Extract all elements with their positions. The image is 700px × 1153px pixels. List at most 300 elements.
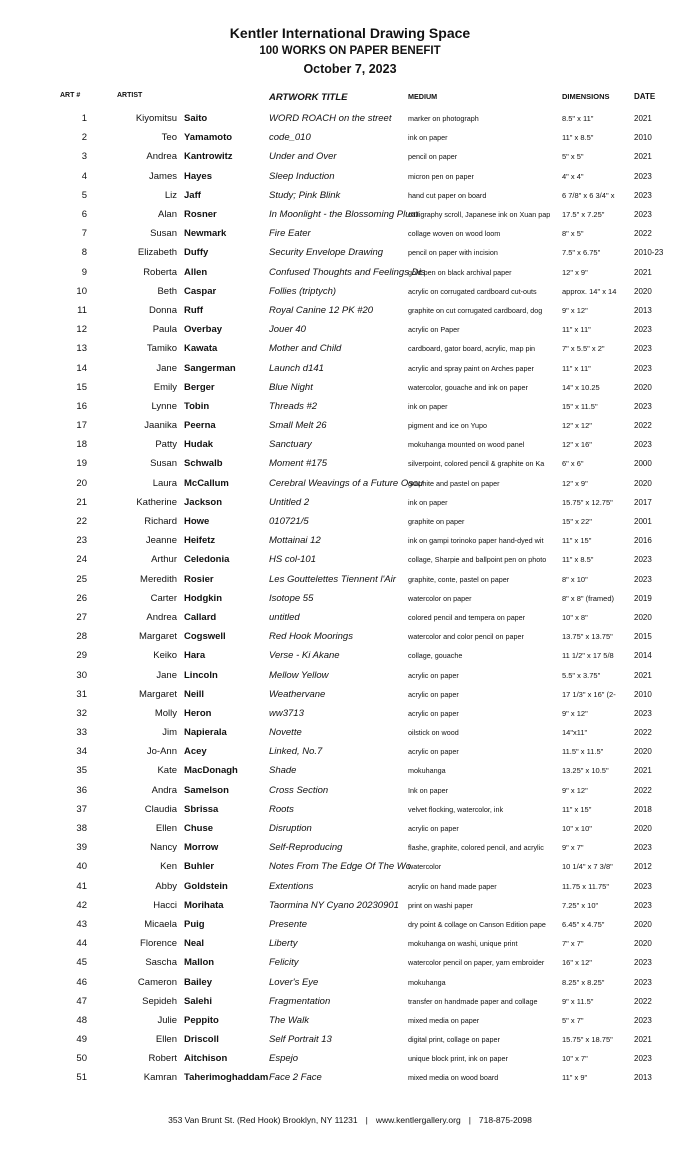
col-art-number: ART #	[60, 92, 81, 99]
cell-medium: mokuhanga on washi, unique print	[408, 939, 518, 949]
cell-art-number: 24	[76, 554, 87, 566]
cell-art-number: 30	[76, 669, 87, 681]
cell-artist-first-name: Hacci	[153, 899, 177, 911]
cell-medium: acrylic on paper	[408, 689, 459, 699]
cell-art-number: 51	[76, 1072, 87, 1084]
cell-artwork-title: Untitled 2	[269, 496, 310, 508]
cell-date: 2020	[634, 478, 652, 488]
cell-artist-first-name: Elizabeth	[137, 247, 177, 259]
col-artist-spacer	[177, 92, 269, 109]
cell-medium: calligraphy scroll, Japanese ink on Xuan pap	[408, 210, 551, 220]
cell-dimensions: 4" x 4"	[562, 171, 584, 181]
cell-artwork-title: HS col-101	[269, 554, 316, 566]
cell-artist-first-name: Keiko	[153, 650, 177, 662]
table-row	[60, 781, 670, 800]
table-row	[60, 416, 670, 435]
cell-medium: unique block print, ink on paper	[408, 1054, 508, 1064]
cell-art-number: 10	[76, 285, 87, 297]
cell-medium: flashe, graphite, colored pencil, and acrylic	[408, 843, 544, 853]
table-row	[60, 877, 670, 896]
cell-art-number: 32	[76, 707, 87, 719]
cell-artwork-title: Confused Thoughts and Feelings Dis	[269, 266, 426, 278]
table-row	[60, 685, 670, 704]
cell-artist-first-name: Jeanne	[145, 535, 177, 547]
cell-artist-first-name: Claudia	[144, 803, 177, 815]
table-row	[60, 454, 670, 473]
cell-artist-first-name: Meredith	[140, 573, 177, 585]
cell-artwork-title: Weathervane	[269, 688, 326, 700]
cell-medium: micron pen on paper	[408, 171, 474, 181]
cell-dimensions: 5" x 5"	[562, 152, 584, 162]
col-dimensions: DIMENSIONS	[562, 92, 610, 101]
cell-artwork-title: Fire Eater	[269, 228, 311, 240]
cell-artist-last-name: Schwalb	[184, 458, 223, 470]
cell-artist-last-name: MacDonagh	[184, 765, 238, 777]
table-row	[60, 205, 670, 224]
cell-art-number: 2	[81, 132, 87, 144]
cell-dimensions: 11" x 15"	[562, 804, 592, 814]
document-title: Kentler International Drawing Space	[229, 25, 471, 41]
cell-artwork-title: Fragmentation	[269, 995, 331, 1007]
cell-art-number: 15	[76, 381, 87, 393]
cell-date: 2023	[634, 440, 652, 450]
cell-dimensions: 11" x 8.5"	[562, 133, 594, 143]
cell-art-number: 1	[81, 113, 87, 125]
cell-dimensions: 12" x 16"	[562, 440, 592, 450]
table-row	[60, 800, 670, 819]
cell-date: 2010	[634, 689, 652, 699]
cell-medium: mokuhanga	[408, 977, 446, 987]
cell-artist-first-name: Florence	[140, 938, 177, 950]
cell-date: 2022	[634, 421, 652, 431]
cell-artist-last-name: Kantrowitz	[184, 151, 233, 163]
cell-art-number: 17	[76, 420, 87, 432]
cell-artist-last-name: McCallum	[184, 477, 229, 489]
cell-artist-last-name: Peppito	[184, 1014, 219, 1026]
col-medium: MEDIUM	[408, 92, 438, 101]
table-row	[60, 992, 670, 1011]
cell-artist-last-name: Goldstein	[184, 880, 228, 892]
cell-art-number: 34	[76, 746, 87, 758]
table-row	[60, 167, 670, 186]
cell-art-number: 25	[76, 573, 87, 585]
cell-dimensions: 12" x 12"	[562, 421, 592, 431]
cell-date: 2000	[634, 459, 652, 469]
cell-art-number: 36	[76, 784, 87, 796]
cell-dimensions: 15" x 22"	[562, 517, 592, 527]
cell-dimensions: 12" x 9"	[562, 267, 588, 277]
cell-date: 2021	[634, 152, 652, 162]
cell-artist-last-name: Jackson	[184, 496, 223, 508]
cell-dimensions: 12" x 9"	[562, 478, 588, 488]
cell-medium: Ink on paper	[408, 785, 448, 795]
cell-dimensions: 11.75 x 11.75"	[562, 881, 610, 891]
cell-artwork-title: Lover's Eye	[269, 976, 319, 988]
cell-artist-first-name: Susan	[150, 458, 177, 470]
cell-artwork-title: In Moonlight - the Blossoming Plum	[269, 209, 419, 221]
cell-medium: print on washi paper	[408, 900, 473, 910]
cell-artwork-title: Sleep Induction	[269, 170, 335, 182]
cell-dimensions: 11" x 11"	[562, 325, 591, 335]
cell-date: 2023	[634, 555, 652, 565]
cell-medium: marker on photograph	[408, 114, 479, 124]
cell-artist-first-name: Teo	[161, 132, 177, 144]
cell-dimensions: 10" x 8"	[562, 612, 588, 622]
footer-website[interactable]: www.kentlergallery.org	[375, 1115, 461, 1125]
cell-artwork-title: Small Melt 26	[269, 420, 327, 432]
table-row	[60, 358, 670, 377]
cell-artwork-title: Taormina NY Cyano 20230901	[269, 899, 399, 911]
table-row	[60, 378, 670, 397]
footer-address: 353 Van Brunt St. (Red Hook) Brooklyn, NY 11231	[168, 1115, 358, 1125]
cell-dimensions: 11 1/2" x 17 5/8	[562, 651, 614, 661]
cell-medium: acrylic on paper	[408, 670, 459, 680]
cell-medium: mokuhanga	[408, 766, 446, 776]
cell-artist-last-name: Rosier	[184, 573, 214, 585]
cell-artist-first-name: Paula	[152, 324, 177, 336]
cell-artist-last-name: Berger	[184, 381, 215, 393]
cell-medium: graphite, conte, pastel on paper	[408, 574, 510, 584]
cell-medium: oilstick on wood	[408, 728, 459, 738]
col-artist: ARTIST	[117, 92, 143, 99]
cell-art-number: 6	[81, 209, 87, 221]
cell-artist-first-name: James	[149, 170, 177, 182]
cell-dimensions: 9" x 7"	[562, 843, 584, 853]
cell-date: 2020	[634, 747, 652, 757]
cell-dimensions: 11" x 9"	[562, 1073, 588, 1083]
cell-dimensions: 17 1/3" x 16" (2-	[562, 689, 616, 699]
cell-date: 2018	[634, 804, 652, 814]
cell-art-number: 19	[76, 458, 87, 470]
cell-dimensions: 11.5" x 11.5"	[562, 747, 604, 757]
cell-dimensions: 15" x 11.5"	[562, 401, 598, 411]
cell-date: 2014	[634, 651, 652, 661]
cell-artwork-title: Roots	[269, 803, 294, 815]
cell-date: 2023	[634, 958, 652, 968]
cell-art-number: 50	[76, 1053, 87, 1065]
footer-phone: 718-875-2098	[478, 1115, 532, 1125]
cell-artwork-title: Verse - Ki Akane	[269, 650, 340, 662]
cell-date: 2012	[634, 862, 652, 872]
cell-artist-first-name: Emily	[153, 381, 177, 393]
cell-artwork-title: Sanctuary	[269, 439, 312, 451]
cell-artwork-title: untitled	[269, 611, 300, 623]
cell-dimensions: 8" x 5"	[562, 229, 584, 239]
table-row	[60, 474, 670, 493]
cell-date: 2020	[634, 939, 652, 949]
cell-medium: acrylic on paper	[408, 708, 459, 718]
cell-dimensions: 14"x11"	[562, 728, 588, 738]
col-artwork-title: ARTWORK TITLE	[269, 92, 348, 103]
cell-artist-first-name: Jane	[156, 669, 177, 681]
cell-medium: colored pencil and tempera on paper	[408, 612, 526, 622]
cell-art-number: 38	[76, 823, 87, 835]
table-row	[60, 819, 670, 838]
cell-artwork-title: Felicity	[269, 957, 299, 969]
cell-artist-first-name: Julie	[157, 1014, 177, 1026]
cell-art-number: 31	[76, 688, 87, 700]
cell-dimensions: 10" x 7"	[562, 1054, 588, 1064]
cell-date: 2020	[634, 286, 652, 296]
cell-artist-last-name: Hudak	[184, 439, 214, 451]
cell-art-number: 7	[81, 228, 87, 240]
cell-medium: acrylic on paper	[408, 824, 459, 834]
cell-medium: acrylic on Paper	[408, 325, 460, 335]
cell-medium: watercolor and color pencil on paper	[408, 632, 524, 642]
cell-art-number: 35	[76, 765, 87, 777]
cell-artwork-title: Extentions	[269, 880, 314, 892]
cell-artwork-title: Presente	[269, 918, 308, 930]
cell-artist-first-name: Andrea	[146, 151, 177, 163]
cell-art-number: 26	[76, 592, 87, 604]
cell-artist-first-name: Laura	[152, 477, 177, 489]
cell-artwork-title: Under and Over	[269, 151, 337, 163]
cell-medium: collage woven on wood loom	[408, 229, 501, 239]
cell-artwork-title: Face 2 Face	[269, 1072, 322, 1084]
table-row	[60, 646, 670, 665]
cell-artwork-title: Notes From The Edge Of The Wo	[269, 861, 412, 873]
cell-date: 2020	[634, 919, 652, 929]
cell-medium: ink on paper	[408, 133, 448, 143]
table-row	[60, 627, 670, 646]
table-row	[60, 339, 670, 358]
cell-medium: pencil on paper with incision	[408, 248, 498, 258]
table-row	[60, 531, 670, 550]
cell-date: 2021	[634, 1035, 652, 1045]
cell-dimensions: 11" x 8.5"	[562, 555, 594, 565]
cell-date: 2001	[634, 517, 652, 527]
table-row	[60, 570, 670, 589]
cell-dimensions: 5.5" x 3.75"	[562, 670, 601, 680]
cell-artist-last-name: Duffy	[184, 247, 209, 259]
cell-medium: watercolor on paper	[408, 593, 472, 603]
artwork-table	[60, 92, 670, 1088]
cell-date: 2017	[634, 497, 652, 507]
cell-artwork-title: WORD ROACH on the street	[269, 113, 392, 125]
cell-artist-last-name: Saito	[184, 113, 208, 125]
cell-artist-last-name: Sbrissa	[184, 803, 219, 815]
document-subtitle: 100 WORKS ON PAPER BENEFIT	[259, 45, 441, 57]
cell-dimensions: 11" x 11"	[562, 363, 591, 373]
cell-artwork-title: 010721/5	[269, 516, 309, 528]
table-row	[60, 742, 670, 761]
cell-artist-first-name: Cameron	[137, 976, 177, 988]
cell-artist-last-name: Yamamoto	[184, 132, 233, 144]
cell-artist-first-name: Abby	[155, 880, 177, 892]
cell-date: 2010	[634, 133, 652, 143]
cell-artist-last-name: Napierala	[184, 727, 227, 739]
footer-separator: |	[468, 1115, 471, 1125]
cell-artwork-title: ww3713	[269, 707, 304, 719]
cell-medium: ink on paper	[408, 401, 448, 411]
cell-artwork-title: Isotope 55	[269, 592, 314, 604]
cell-artist-last-name: Morihata	[184, 899, 224, 911]
cell-art-number: 49	[76, 1034, 87, 1046]
cell-artist-first-name: Beth	[157, 285, 177, 297]
footer	[0, 1115, 700, 1125]
table-row	[60, 761, 670, 780]
cell-artist-last-name: Taherimoghaddam	[184, 1072, 269, 1084]
cell-artist-last-name: Jaff	[184, 189, 201, 201]
cell-artwork-title: Les Gouttelettes Tiennent l'Air	[269, 573, 396, 585]
cell-date: 2023	[634, 210, 652, 220]
table-row	[60, 320, 670, 339]
cell-artist-last-name: Morrow	[184, 842, 219, 854]
cell-dimensions: 7" x 7"	[562, 939, 584, 949]
cell-date: 2023	[634, 325, 652, 335]
table-row	[60, 915, 670, 934]
cell-artist-last-name: Peerna	[184, 420, 216, 432]
cell-artist-last-name: Cogswell	[184, 631, 226, 643]
table-row	[60, 243, 670, 262]
cell-artist-last-name: Overbay	[184, 324, 223, 336]
cell-artwork-title: Novette	[269, 727, 302, 739]
cell-dimensions: 10" x 10"	[562, 824, 592, 834]
cell-date: 2022	[634, 996, 652, 1006]
cell-artist-first-name: Tamiko	[146, 343, 177, 355]
cell-artist-last-name: Puig	[184, 918, 205, 930]
table-row	[60, 397, 670, 416]
cell-artwork-title: Follies (triptych)	[269, 285, 337, 297]
cell-date: 2023	[634, 574, 652, 584]
table-row	[60, 435, 670, 454]
cell-artist-first-name: Andra	[151, 784, 177, 796]
cell-art-number: 18	[76, 439, 87, 451]
cell-medium: ink on gampi torinoko paper hand-dyed wit	[408, 536, 544, 546]
cell-date: 2023	[634, 401, 652, 411]
cell-artist-first-name: Ellen	[155, 1034, 177, 1046]
cell-medium: hand cut paper on board	[408, 190, 487, 200]
cell-date: 2013	[634, 305, 652, 315]
cell-medium: collage, gouache	[408, 651, 463, 661]
cell-artwork-title: Mottainai 12	[269, 535, 321, 547]
cell-artist-first-name: Ellen	[155, 823, 177, 835]
table-row	[60, 1011, 670, 1030]
cell-date: 2010-23	[634, 248, 664, 258]
table-row	[60, 704, 670, 723]
cell-art-number: 39	[76, 842, 87, 854]
cell-artist-first-name: Alan	[157, 209, 177, 221]
cell-medium: silverpoint, colored pencil & graphite on Ka	[408, 459, 545, 469]
table-row	[60, 282, 670, 301]
cell-artist-last-name: Acey	[184, 746, 207, 758]
table-row	[60, 1049, 670, 1068]
cell-date: 2023	[634, 190, 652, 200]
cell-artist-last-name: Driscoll	[184, 1034, 219, 1046]
cell-date: 2023	[634, 171, 652, 181]
table-row	[60, 838, 670, 857]
cell-artwork-title: Red Hook Moorings	[269, 631, 353, 643]
cell-date: 2023	[634, 843, 652, 853]
table-row	[60, 493, 670, 512]
cell-medium: graphite on cut corrugated cardboard, dog	[408, 305, 543, 315]
cell-artwork-title: Moment #175	[269, 458, 328, 470]
cell-date: 2022	[634, 728, 652, 738]
cell-art-number: 43	[76, 918, 87, 930]
cell-art-number: 20	[76, 477, 87, 489]
cell-medium: watercolor, gouache and ink on paper	[408, 382, 528, 392]
cell-artist-first-name: Patty	[155, 439, 177, 451]
cell-dimensions: 6" x 6"	[562, 459, 584, 469]
cell-artist-last-name: Allen	[184, 266, 208, 278]
cell-artist-first-name: Liz	[164, 189, 177, 201]
table-header-row	[60, 92, 670, 109]
cell-date: 2023	[634, 1015, 652, 1025]
table-row	[60, 972, 670, 991]
cell-medium: watercolor pencil on paper, yarn embroider	[408, 958, 545, 968]
cell-artwork-title: Blue Night	[269, 381, 313, 393]
cell-artwork-title: Cerebral Weavings of a Future Oscu	[269, 477, 424, 489]
cell-artist-first-name: Kate	[157, 765, 177, 777]
cell-artist-first-name: Richard	[144, 516, 177, 528]
cell-dimensions: 8" x 8" (framed)	[562, 593, 615, 603]
table-row	[60, 934, 670, 953]
cell-artwork-title: Mother and Child	[269, 343, 342, 355]
cell-artist-last-name: Neill	[184, 688, 205, 700]
cell-artist-first-name: Roberta	[143, 266, 177, 278]
cell-dimensions: 8.5" x 11"	[562, 114, 594, 124]
cell-artist-last-name: Aitchison	[184, 1053, 228, 1065]
cell-artist-first-name: Micaela	[144, 918, 177, 930]
cell-artist-first-name: Sepideh	[142, 995, 177, 1007]
cell-dimensions: 15.75" x 12.75"	[562, 497, 613, 507]
cell-date: 2013	[634, 1073, 652, 1083]
cell-artist-last-name: Buhler	[184, 861, 215, 873]
cell-date: 2021	[634, 766, 652, 776]
cell-art-number: 40	[76, 861, 87, 873]
cell-artist-last-name: Heifetz	[184, 535, 216, 547]
cell-art-number: 5	[81, 189, 87, 201]
cell-artist-last-name: Sangerman	[184, 362, 236, 374]
table-row	[60, 953, 670, 972]
cell-medium: pencil on paper	[408, 152, 458, 162]
cell-art-number: 46	[76, 976, 87, 988]
cell-medium: graphite on paper	[408, 517, 465, 527]
cell-dimensions: 14" x 10.25	[562, 382, 600, 392]
cell-artist-last-name: Caspar	[184, 285, 217, 297]
table-row	[60, 550, 670, 569]
cell-artist-first-name: Ken	[160, 861, 177, 873]
cell-artist-first-name: Margaret	[138, 631, 177, 643]
cell-medium: acrylic and spray paint on Arches paper	[408, 363, 534, 373]
footer-separator: |	[365, 1115, 368, 1125]
cell-artist-last-name: Heron	[184, 707, 212, 719]
cell-artist-last-name: Callard	[184, 611, 217, 623]
cell-dimensions: 8" x 10"	[562, 574, 588, 584]
cell-artist-first-name: Donna	[149, 304, 177, 316]
cell-artist-first-name: Andrea	[146, 611, 177, 623]
cell-art-number: 42	[76, 899, 87, 911]
cell-medium: mixed media on wood board	[408, 1073, 499, 1083]
table-row	[60, 263, 670, 282]
cell-dimensions: 16" x 12"	[562, 958, 592, 968]
cell-date: 2023	[634, 708, 652, 718]
table-row	[60, 512, 670, 531]
cell-dimensions: 7.25" x 10"	[562, 900, 599, 910]
table-row	[60, 128, 670, 147]
cell-art-number: 9	[81, 266, 87, 278]
cell-medium: collage, Sharpie and ballpoint pen on photo	[408, 555, 547, 565]
table-row	[60, 608, 670, 627]
cell-art-number: 47	[76, 995, 87, 1007]
cell-dimensions: 9" x 11.5"	[562, 996, 594, 1006]
cell-art-number: 27	[76, 611, 87, 623]
cell-medium: acrylic on corrugated cardboard cut-outs	[408, 286, 537, 296]
cell-dimensions: 17.5" x 7.25"	[562, 210, 605, 220]
cell-artwork-title: Disruption	[269, 823, 312, 835]
cell-dimensions: approx. 14" x 14	[562, 286, 617, 296]
cell-artist-first-name: Susan	[150, 228, 177, 240]
